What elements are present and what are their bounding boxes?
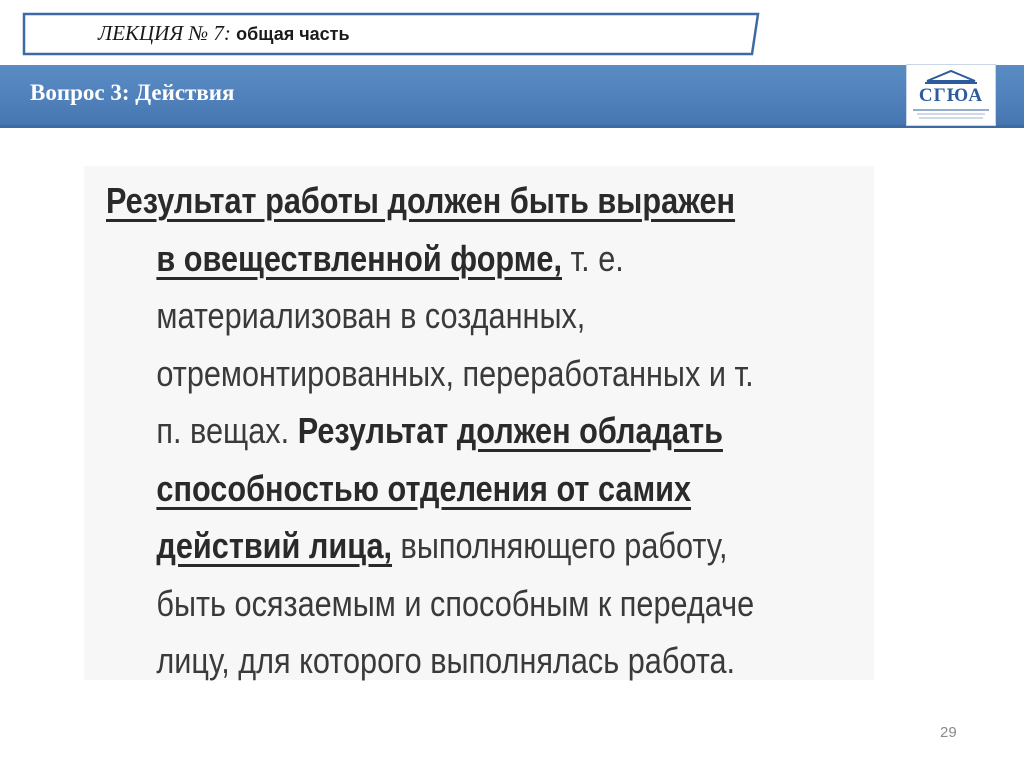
text-line: материализован в созданных, xyxy=(156,295,586,336)
plain-text: выполняющего работу, xyxy=(392,525,728,566)
text-line: лицу, для которого выполнялась работа. xyxy=(156,640,736,681)
emphasis-text: должен обладать xyxy=(456,410,723,451)
emphasis-text: Результат xyxy=(297,410,449,451)
plain-text: п. вещах. xyxy=(156,410,298,451)
emphasis-text: действий лица, xyxy=(156,525,393,566)
emphasis-text: в овеществленной форме, xyxy=(156,237,563,279)
plain-text: т. е. xyxy=(562,237,624,279)
text-line: способностью отделения от самих xyxy=(156,467,692,509)
slide-title: Вопрос 3: Действия xyxy=(30,80,235,105)
emphasis-text: Результат работы должен быть выражен xyxy=(106,180,736,221)
lecture-label: ЛЕКЦИЯ № 7: xyxy=(98,21,231,45)
plain-text xyxy=(448,410,457,451)
lecture-banner xyxy=(22,12,760,56)
text-line xyxy=(106,402,866,460)
content-text xyxy=(106,172,866,690)
lecture-subject: общая часть xyxy=(236,24,350,44)
lecture-title xyxy=(98,21,350,46)
text-line xyxy=(106,172,866,230)
page-number: 29 xyxy=(940,724,957,741)
text-line xyxy=(106,230,866,288)
content-image xyxy=(84,166,874,680)
text-line: отремонтированных, переработанных и т. xyxy=(156,352,754,394)
university-logo xyxy=(906,64,996,126)
text-line: быть осязаемым и способным к передаче xyxy=(156,582,755,624)
title-bar xyxy=(0,65,1024,128)
logo-text: СГЮА xyxy=(918,85,984,106)
text-line xyxy=(106,517,866,575)
